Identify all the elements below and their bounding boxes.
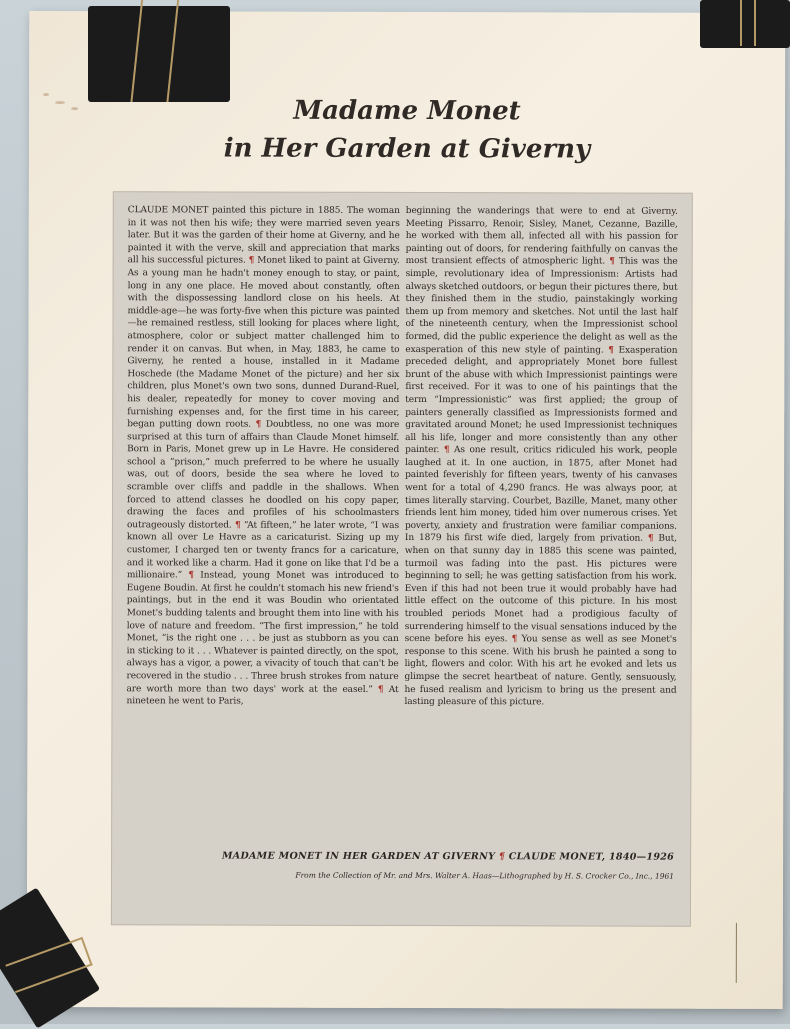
text-columns [126,204,677,709]
clip-wire [740,0,756,46]
credit-line: From the Collection of Mr. and Mrs. Walter A. Haas—Lithographed by H. S. Crocker Co., Inc., 1961 [295,870,675,881]
paper-crease [736,923,737,983]
pilcrow-icon: ¶ [443,445,450,456]
poster-sheet [27,11,786,1009]
pilcrow-icon: ¶ [498,851,506,863]
title-line-1: Madame Monet [293,95,521,127]
pilcrow-icon: ¶ [255,419,262,430]
pilcrow-icon: ¶ [377,684,384,695]
pilcrow-icon: ¶ [647,534,654,545]
paragraph: As one result, critics ridiculed his work, people laughed at it. In one auction, in 1875, after Monet had painted feverishly for fifteen years, twenty of his canvases went for a total of 4,290 francs. He was always poor, at times literally starving. Courbet, Bazille, Manet, many other friends lent him money, tided him over numerous crises. Yet poverty, anxiety and frustration were familiar companions. In 1879 his first wife died, largely from privation. [404,445,678,545]
binder-clip-icon [0,898,110,1024]
binder-clip-icon [700,0,790,50]
pilcrow-icon: ¶ [609,256,615,267]
pilcrow-icon: ¶ [188,570,195,581]
text-panel [111,191,693,927]
paragraph: Doubtless, no one was more surprised at this turn of affairs than Claude Monet himself. Born in Paris, Monet grew up in Le Havre. He considered school a “prison,” much preferred to be where he usually was, out of doors, beside the sea where he loved to scramble over cliffs and paddle in the shallows. When forced to attend classes he doodled on his copy paper, drawing the faces and profiles of his schoolmasters outrageously distorted. [126,419,400,531]
paragraph: This was the simple, revolutionary idea of Impressionism: Artists had always sketched outdoors, or begun their pictures there, but they finished them in the studio, painstakingly working them up from memory and sketches. Not until the last half of the nineteenth century, when the Impressionist school formed, did the public experience the delight as well as the exasperation of this new style of painting. [405,256,678,356]
pilcrow-icon: ¶ [234,520,241,531]
paragraph: “At fifteen,” he later wrote, “I was known all over Le Havre as a caricaturist. Sizing up my customer, I charged ten or twenty francs for a caricature, and it worked like a charm. Had it gone on like that I'd be a millionaire.” [126,520,400,581]
title-line-2: in Her Garden at Giverny [223,133,591,165]
paragraph: You sense as well as see Monet's response to this scene. With his brush he painted a song to light, flowers and color. With his art he evoked and lets us glimpse the secret heartbeat of nature. Gently, sensuously, he fused realism and lyricism to bring us the present and lasting pleasure of this picture. [404,634,677,708]
paragraph: At nineteen he went to Paris, [126,684,399,707]
column-left [126,204,399,708]
paragraph: But, when on that sunny day in 1885 this scene was painted, turmoil was fading into the past. His pictures were beginning to sell; he was getting satisfaction from his work. Even if this had not been true it would probably have had little effect on the outcome of this picture. In his most troubled periods Monet had a prodigious faculty of surrendering himself to the visual sensations induced by the scene before his eyes. [404,534,677,645]
paragraph: beginning the wanderings that were to end at Giverny. Meeting Pissarro, Renoir, Sisley, Manet, Cezanne, Bazille, he worked with them all, infected all with his passion for painting out of doors, for rendering faithfully on canvas the most transient effects of atmospheric light. [405,205,678,267]
paragraph: Instead, young Monet was introduced to Eugene Boudin. At first he couldn't stomach his new friend's paintings, but in the end it was Boudin who orientated Monet's budding talents and brought them into line with his love of nature and freedom. “The first impression,” he told Monet, “is the right one . . . be just as stubborn as you can in sticking to it . . . Whatever is painted directly, on the spot, always has a vigor, a power, a vivacity of touch that can't be recovered in the studio . . . Three brush strokes from nature are worth more than two days' work at the easel.” [126,570,399,695]
column-right [404,205,677,709]
caption-artist: CLAUDE MONET, 1840—1926 [508,851,675,863]
binder-clip-icon [88,6,230,104]
pilcrow-icon: ¶ [248,255,255,266]
paragraph: Monet liked to paint at Giverny. As a young man he hadn't money enough to stay, or paint, long in any one place. He moved about constantly, often with the dispossessing landlord close on his heels. At middle-age—he was forty-five when this picture was painted—he remained restless, still looking for places where light, atmosphere, color or subject matter challenged him to render it on canvas. But when, in May, 1883, he came to Giverny, he rented a house, installed in it Madame Hoschede (the Madame Monet of the picture) and her six children, plus Monet's own two sons, dunned Durand-Ruel, his dealer, repeatedly for money to cover moving and furnishing expenses and, for the first time in his career, began putting down roots. [127,255,400,430]
painting-caption [112,850,674,862]
caption-title: MADAME MONET IN HER GARDEN AT GIVERNY [221,850,496,863]
paragraph: Exasperation preceded delight, and appropriately Monet bore fullest brunt of the abuse with which Impressionist paintings were first received. For it was to one of his paintings that the term “Impressionistic” was first applied; the group of painters generally classified as Impressionists formed and gravitated around Monet; he used Impressionist techniques all his life, longer and more consistently than any other painter. [405,345,678,456]
pilcrow-icon: ¶ [511,634,518,645]
pilcrow-icon: ¶ [608,345,614,356]
paragraph: CLAUDE MONET painted this picture in 1885. The woman in it was not then his wife; they were married seven years later. But it was the garden of their home at Giverny, and he painted it with the verve, skill and appreciation that marks all his successful pictures. [127,205,400,266]
